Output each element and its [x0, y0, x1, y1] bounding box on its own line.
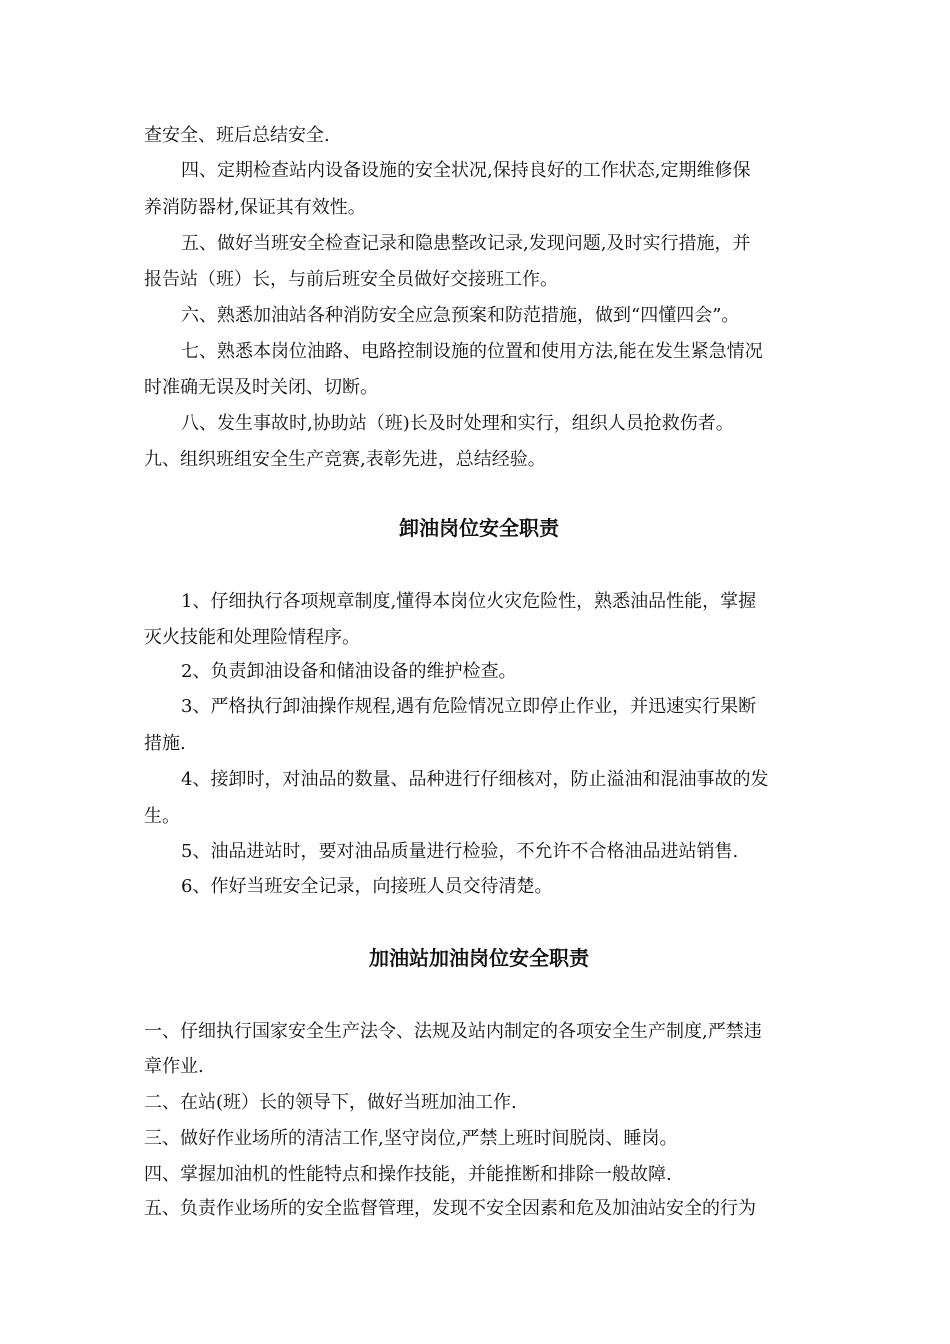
paragraph-line: 查安全、班后总结安全.: [144, 125, 330, 146]
paragraph-line: 五、负责作业场所的安全监督管理，发现不安全因素和危及加油站安全的行为: [144, 1198, 756, 1219]
paragraph-line: 五、做好当班安全检查记录和隐患整改记录,发现问题,及时实行措施，并: [181, 233, 751, 254]
paragraph-line: 5、油品进站时，要对油品质量进行检验，不允许不合格油品进站销售.: [181, 841, 739, 862]
paragraph-line: 1、仔细执行各项规章制度,懂得本岗位火灾危险性，熟悉油品性能，掌握: [181, 591, 757, 612]
paragraph-line: 一、仔细执行国家安全生产法令、法规及站内制定的各项安全生产制度,严禁违: [144, 1021, 762, 1042]
paragraph-line: 措施.: [144, 733, 186, 754]
paragraph-line: 养消防器材,保证其有效性。: [144, 197, 366, 218]
paragraph-line: 四、定期检查站内设备设施的安全状况,保持良好的工作状态,定期维修保: [181, 160, 751, 181]
paragraph-line: 九、组织班组安全生产竞赛,表彰先进，总结经验。: [144, 449, 546, 470]
paragraph-line: 报告站（班）长，与前后班安全员做好交接班工作。: [144, 269, 558, 290]
paragraph-line: 生。: [144, 806, 180, 827]
paragraph-line: 2、负责卸油设备和储油设备的维护检查。: [181, 661, 517, 682]
section-heading: 加油站加油岗位安全职责: [369, 946, 589, 970]
paragraph-line: 章作业.: [144, 1056, 204, 1077]
paragraph-line: 6、作好当班安全记录，向接班人员交待清楚。: [181, 876, 553, 897]
paragraph-line: 八、发生事故时,协助站（班)长及时处理和实行，组织人员抢救伤者。: [181, 413, 734, 434]
paragraph-line: 灭火技能和处理险情程序。: [144, 627, 360, 648]
paragraph-line: 三、做好作业场所的清洁工作,坚守岗位,严禁上班时间脱岗、睡岗。: [144, 1128, 678, 1149]
paragraph-line: 3、严格执行卸油操作规程,遇有危险情况立即停止作业，并迅速实行果断: [181, 696, 757, 717]
paragraph-line: 4、接卸时，对油品的数量、品种进行仔细核对，防止溢油和混油事故的发: [181, 769, 769, 790]
paragraph-line: 二、在站(班）长的领导下，做好当班加油工作.: [144, 1092, 517, 1113]
paragraph-line: 时准确无误及时关闭、切断。: [144, 377, 378, 398]
section-heading: 卸油岗位安全职责: [399, 516, 559, 540]
paragraph-line: 六、熟悉加油站各种消防安全应急预案和防范措施，做到“四懂四会”。: [181, 305, 740, 326]
paragraph-line: 四、掌握加油机的性能特点和操作技能，并能推断和排除一般故障.: [144, 1164, 672, 1185]
paragraph-line: 七、熟悉本岗位油路、电路控制设施的位置和使用方法,能在发生紧急情况: [181, 341, 763, 362]
